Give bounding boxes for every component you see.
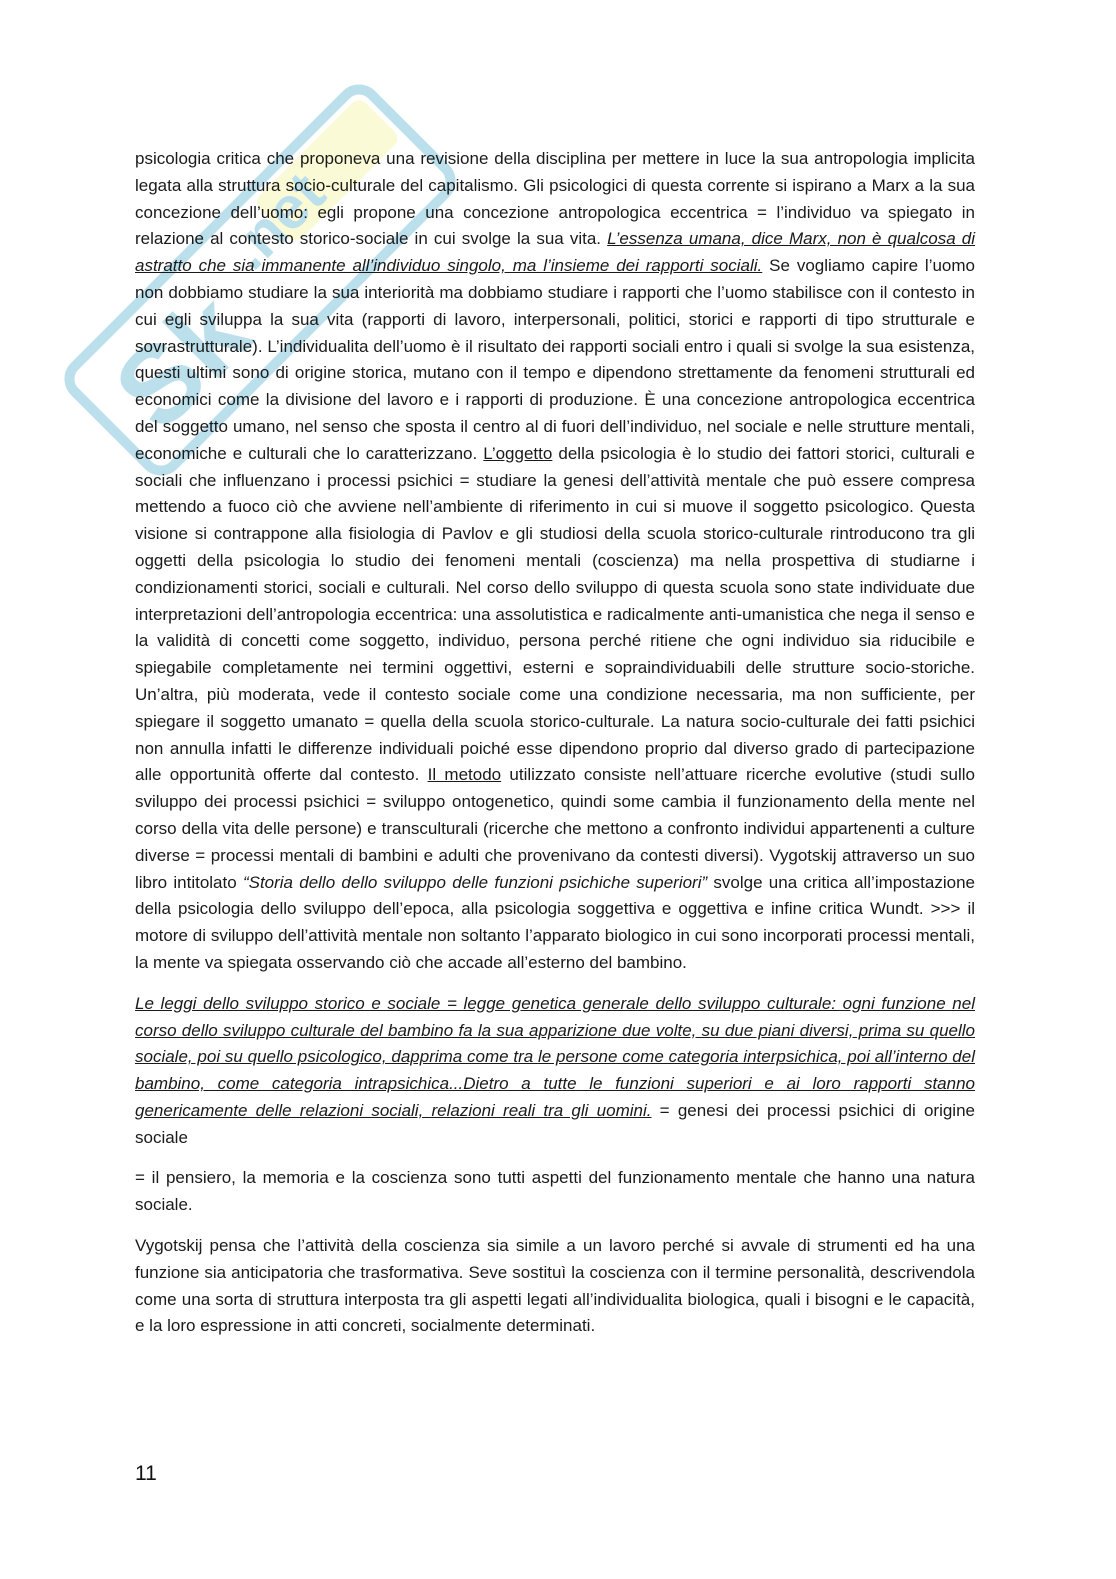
svg-text:Sk: Sk: [91, 270, 274, 453]
svg-text:.net: .net: [214, 159, 338, 283]
book-title: “Storia dello dello sviluppo delle funzioni psichiche superiori”: [242, 872, 708, 892]
paragraph-vygotskij: Vygotskij pensa che l’attività della coscienza sia simile a un lavoro perché si avvale di strumenti ed ha una funzione sia anticipatoria che trasformativa. Seve sostituì la coscienza con il termine personalità, descrivendola come una sorta di struttura interposta tra gli aspetti legati all’individualita biologica, quali i bisogni e le capacità, e la loro espressione in atti concreti, socialmente determinati.: [135, 1236, 975, 1336]
marx-quote: L’essenza umana, dice Marx, non è qualcosa di astratto che sia immanente all’individuo singolo, ma l’insieme dei rapporti sociali.: [135, 229, 975, 276]
paragraph-legge-genetica: [135, 991, 975, 1152]
document-body: [135, 146, 975, 1354]
paragraph-pensiero: = il pensiero, la memoria e la coscienza sono tutti aspetti del funzionamento mentale che hanno una natura sociale.: [135, 1168, 975, 1215]
page-number: 11: [135, 1462, 157, 1485]
legge-quote: Le leggi dello sviluppo storico e sociale = legge genetica generale dello sviluppo culturale: ogni funzione nel corso dello sviluppo culturale del bambino fa la sua apparizione due volte, su due piani diversi, prima su quello sociale, poi su quello psicologico, dapprima come tra le persone come categoria interpsichica, poi all’interno del bambino, come categoria intrapsichica...Dietro a tutte le funzioni superiori e ai loro rapporti stanno genericamente delle relazioni sociali, relazioni reali tra gli uomini.: [135, 993, 975, 1120]
text-span: utilizzato consiste nell’attuare ricerche evolutive (studi sullo sviluppo dei processi psichici = sviluppo ontogenetico, quindi some cambia il funzionamento della mente nel corso della vita delle persone) e transculturali (ricerche che mettono a confronto individui appartenenti a culture diverse = processi mentali di bambini e adulti che provenivano da contesti diversi). Vygotskij attraverso un suo libro intitolato: [135, 765, 975, 892]
text-span: della psicologia è lo studio dei fattori storici, culturali e sociali che influenzano i processi psichici = studiare la genesi dell’attività mentale che può essere compresa mettendo a fuoco ciò che avviene nell’ambiente di riferimento in cui si muove il soggetto psicologico. Questa visione si contrappone alla fisiologia di Pavlov e gli studiosi della scuola storico-culturale rintroducono tra gli oggetti della psicologia lo studio dei fenomeni mentali (coscienza) ma nella prospettiva di studiarne i condizionamenti storici, sociali e culturali. Nel corso dello sviluppo di questa scuola sono state individuate due interpretazioni dell’antropologia eccentrica: una assolutistica e radicalmente anti-umanistica che nega il senso e la validità di concetti come soggetto, individuo, persona perché ritiene che ogni individuo sia riducibile e spiegabile completamente nei termini oggettivi, esterni e sopraindividuabili delle strutture socio-storiche. Un’altra, più moderata, vede il contesto sociale come una condizione necessaria, ma non sufficiente, per spiegare il soggetto umanato = quella della scuola storico-culturale. La natura socio-culturale dei fatti psichici non annulla infatti le differenze individuali poiché esse dipendono proprio dal diverso grado di partecipazione alle opportunità offerte dal contesto.: [135, 443, 975, 785]
text-span: = genesi dei processi psichici di origine sociale: [135, 1100, 975, 1147]
paragraph-marx: [135, 146, 975, 977]
oggetto-term: L’oggetto: [483, 443, 553, 463]
metodo-term: Il metodo: [427, 765, 502, 785]
text-span: psicologia critica che proponeva una revisione della disciplina per mettere in luce la sua antropologia implicita legata alla struttura socio-culturale del capitalismo. Gli psicologici di questa corrente si ispirano a Marx a la sua concezione dell’uomo: egli propone una concezione antropologica eccentrica = l’individuo va spiegato in relazione al contesto storico-sociale in cui svolge la sua vita.: [135, 149, 975, 249]
text-span: Se vogliamo capire l’uomo non dobbiamo studiare la sua interiorità ma dobbiamo studiare i rapporti che l’uomo stabilisce con il contesto in cui egli sviluppa la sua vita (rapporti di lavoro, interpersonali, politici, storici e rapporti di tipo strutturale e sovrastrutturale). L’individualita dell’uomo è il risultato dei rapporti sociali entro i quali si svolge la sua esistenza, questi ultimi sono di origine storica, mutano con il tempo e dipendono strettamente da fenomeni strutturali ed economici come la divisione del lavoro e i rapporti di produzione. È una concezione antropologica eccentrica del soggetto umano, nel senso che sposta il centro al di fuori dell’individuo, nel sociale e nelle strutture mentali, economiche e culturali che lo caratterizzano.: [135, 256, 975, 463]
text-span: svolge una critica all’impostazione della psicologia dello sviluppo dell’epoca, alla psicologia soggettiva e oggettiva e infine critica Wundt. >>> il motore di sviluppo dell’attività mentale non soltanto l’apparato biologico in cui sono incorporati processi mentali, la mente va spiegata osservando ciò che accade all’esterno del bambino.: [135, 872, 975, 972]
